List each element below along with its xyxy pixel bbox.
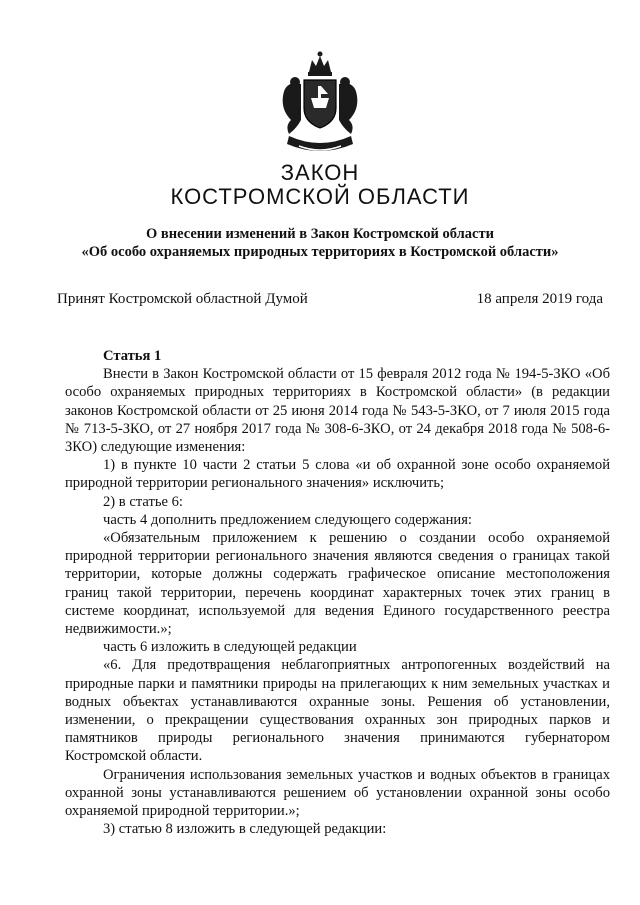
- paragraph: часть 6 изложить в следующей редакции: [103, 639, 357, 656]
- paragraph: «6. Для предотвращения неблагоприятных антропогенных воздействий на природные парки и памятники природы на прилегающих к ним земельных участках и водных объектах устанавливаются охранные зоны. Решения об установлении, изменении, о прекращении существования охранных зон природных парков и памятников природы регионального значения принимаются губернатором Костромской области.: [65, 657, 610, 765]
- adopted-by: Принят Костромской областной Думой: [57, 291, 308, 307]
- paragraph: 3) статью 8 изложить в следующей редакции:: [103, 821, 387, 838]
- paragraph: 2) в статье 6:: [103, 493, 183, 510]
- law-title: ЗАКОН: [280, 160, 360, 185]
- paragraph: «Обязательным приложением к решению о создании особо охраняемой природной территории регионального значения являются сведения о границах такой территории, которые должны содержать графическое описание местоположения границ такой территории, перечень координат характерных точек этих границ в системе координат, используемой для ведения Единого государственного реестра недвижимости.»;: [65, 530, 610, 638]
- article-heading: Статья 1: [103, 348, 162, 364]
- paragraph: Ограничения использования земельных участков и водных объектов в границах охранной зоны устанавливаются решением об установлении охранной зоны особо охраняемой природной территории.»;: [65, 766, 610, 820]
- adoption-date: 18 апреля 2019 года: [476, 291, 603, 307]
- law-subtitle-line1: О внесении изменений в Закон Костромской области: [146, 226, 494, 242]
- paragraph: часть 4 дополнить предложением следующего содержания:: [103, 511, 472, 528]
- paragraph: Внести в Закон Костромской области от 15 февраля 2012 года № 194-5-ЗКО «Об особо охраняемых природных территориях в Костромской области» (в редакции законов Костромской области от 25 июня 2014 года № 543-5-ЗКО, от 7 июля 2015 года № 713-5-ЗКО, от 27 ноября 2017 года № 308-6-ЗКО, от 24 декабря 2018 года № 508-6-ЗКО) следующие изменения:: [65, 366, 610, 456]
- law-subtitle-line2: «Об особо охраняемых природных территориях в Костромской области»: [81, 244, 559, 260]
- paragraph: 1) в пункте 10 части 2 статьи 5 слова «и об охранной зоне особо охраняемой природной территории регионального значения» исключить;: [65, 457, 610, 492]
- coat-of-arms-icon: [271, 50, 369, 162]
- article-body: [65, 347, 610, 838]
- region-title: КОСТРОМСКОЙ ОБЛАСТИ: [170, 184, 470, 209]
